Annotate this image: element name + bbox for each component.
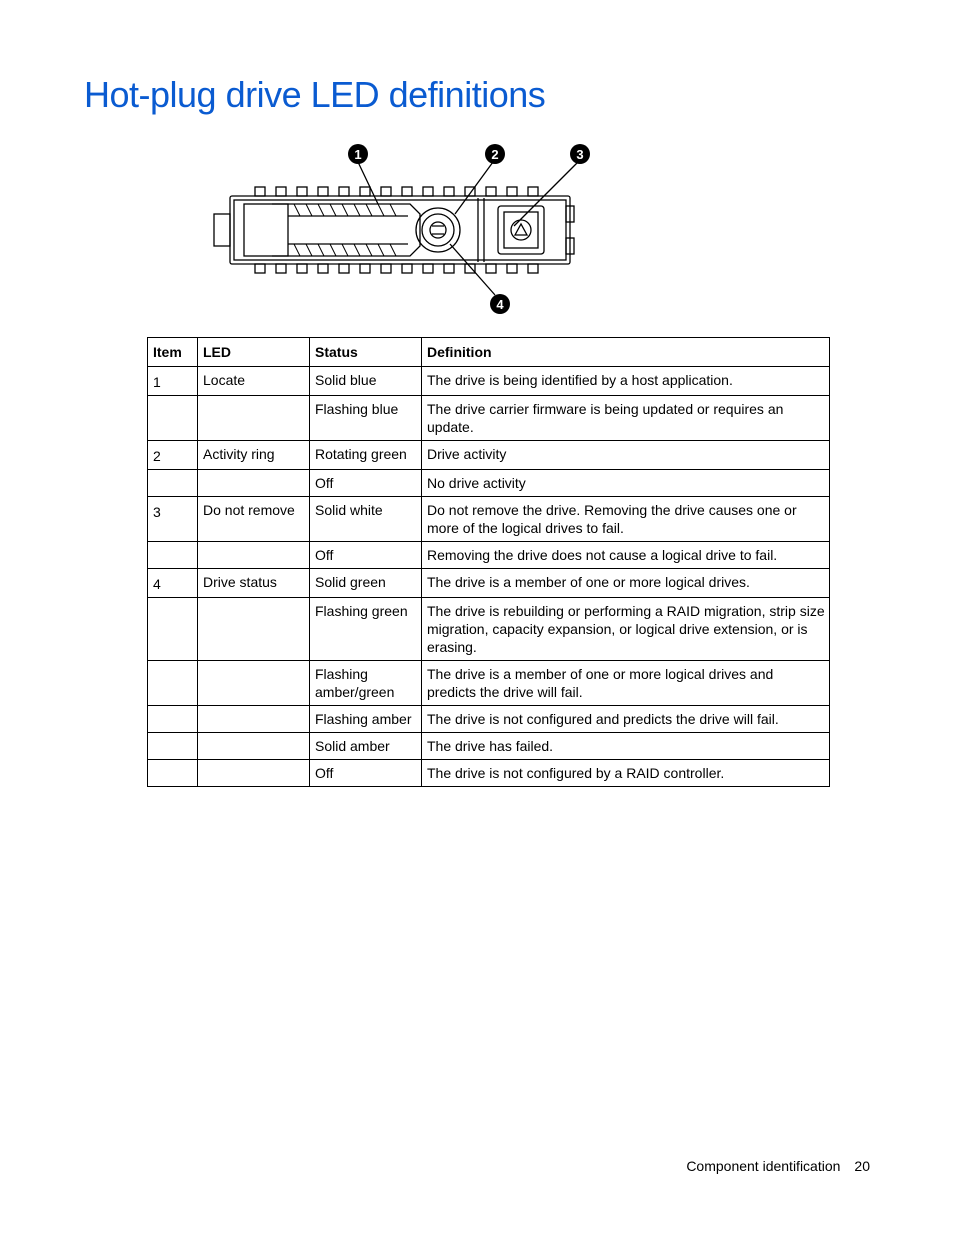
table-row [148,706,830,733]
cell-led [198,470,310,497]
page-title: Hot-plug drive LED definitions [84,74,546,115]
callout-1 [348,144,368,164]
callout-4 [490,294,510,314]
svg-text:4: 4 [496,297,504,312]
footer-section-name: Component identification [686,1158,841,1174]
cell-led: Locate [198,367,310,396]
hot-plug-drive-figure [210,140,590,320]
header-definition: Definition [422,338,830,367]
cell-definition: The drive is a member of one or more logical drives. [422,569,830,598]
cell-definition: The drive is being identified by a host application. [422,367,830,396]
cell-item [148,733,198,760]
cell-definition: Do not remove the drive. Removing the drive causes one or more of the logical drives to fail. [422,497,830,542]
cell-item: 4 [148,569,198,598]
cell-definition: The drive is rebuilding or performing a RAID migration, strip size migration, capacity expansion, or logical drive extension, or is erasing. [422,598,830,661]
page-footer [686,1158,870,1174]
cell-definition: The drive is not configured and predicts the drive will fail. [422,706,830,733]
hot-plug-drive-illustration [210,140,590,320]
cell-led [198,760,310,787]
table-header-row [148,338,830,367]
cell-item: 2 [148,441,198,470]
table-row [148,367,830,396]
cell-definition: No drive activity [422,470,830,497]
table-row [148,733,830,760]
cell-item [148,760,198,787]
cell-led: Drive status [198,569,310,598]
table-row [148,497,830,542]
svg-text:2: 2 [491,147,499,162]
page-number: 20 [854,1158,870,1174]
cell-status: Flashing blue [310,396,422,441]
cell-led [198,706,310,733]
table-row [148,569,830,598]
cell-definition: Drive activity [422,441,830,470]
callout-2 [485,144,505,164]
cell-status: Off [310,542,422,569]
cell-status: Off [310,760,422,787]
cell-definition: The drive is a member of one or more logical drives and predicts the drive will fail. [422,661,830,706]
table-row [148,441,830,470]
cell-item [148,598,198,661]
cell-status: Flashing green [310,598,422,661]
table-row [148,470,830,497]
cell-led [198,396,310,441]
cell-status: Solid amber [310,733,422,760]
cell-definition: Removing the drive does not cause a logical drive to fail. [422,542,830,569]
cell-led: Activity ring [198,441,310,470]
cell-status: Rotating green [310,441,422,470]
header-status: Status [310,338,422,367]
cell-item [148,396,198,441]
table-row [148,760,830,787]
cell-definition: The drive carrier firmware is being updated or requires an update. [422,396,830,441]
cell-led [198,661,310,706]
header-item: Item [148,338,198,367]
cell-item [148,542,198,569]
cell-status: Solid white [310,497,422,542]
cell-status: Flashing amber [310,706,422,733]
svg-text:3: 3 [576,147,584,162]
cell-item [148,661,198,706]
cell-item: 1 [148,367,198,396]
cell-definition: The drive is not configured by a RAID controller. [422,760,830,787]
led-definitions-table [147,337,830,787]
cell-definition: The drive has failed. [422,733,830,760]
cell-status: Off [310,470,422,497]
cell-status: Solid green [310,569,422,598]
cell-led: Do not remove [198,497,310,542]
table-row [148,661,830,706]
cell-item [148,470,198,497]
cell-led [198,733,310,760]
table-row [148,542,830,569]
cell-item: 3 [148,497,198,542]
cell-status: Solid blue [310,367,422,396]
cell-item [148,706,198,733]
header-led: LED [198,338,310,367]
svg-text:1: 1 [354,147,362,162]
cell-status: Flashing amber/green [310,661,422,706]
cell-led [198,598,310,661]
table-row [148,396,830,441]
table-row [148,598,830,661]
callout-3 [570,144,590,164]
cell-led [198,542,310,569]
